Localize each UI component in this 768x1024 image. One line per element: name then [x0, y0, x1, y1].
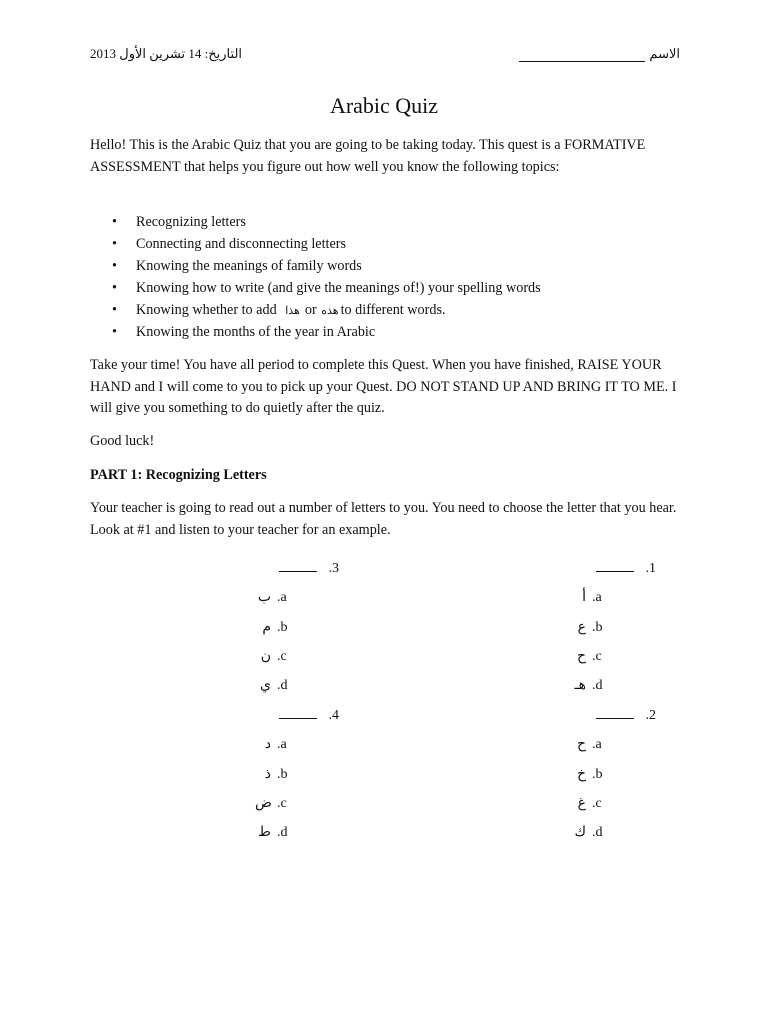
- answer-blank[interactable]: [596, 558, 634, 572]
- option-label: .b: [592, 767, 603, 782]
- topic-item: [112, 299, 541, 321]
- option-label: .c: [592, 796, 602, 811]
- question-2-option-c[interactable]: [570, 794, 602, 814]
- arabic-letter: م: [262, 620, 271, 635]
- option-label: .d: [277, 678, 288, 693]
- topic-item: • Recognizing letters: [112, 211, 541, 233]
- arabic-letter: ح: [576, 649, 586, 664]
- arabic-letter: ح: [576, 737, 586, 752]
- topic-item: • Knowing the months of the year in Arabic: [112, 321, 541, 343]
- question-number: .2: [645, 708, 656, 723]
- question-2-header: [596, 705, 656, 725]
- part1-description: Your teacher is going to read out a number of letters to you. You need to choose the letter that you hear. Look at #1 and listen to your teacher for an example.: [90, 500, 677, 538]
- topic-item: • Knowing the meanings of family words: [112, 255, 541, 277]
- question-number: .1: [645, 561, 656, 576]
- option-label: .a: [277, 737, 287, 752]
- question-4-option-d[interactable]: [255, 823, 288, 843]
- topic-text: Knowing whether to add: [136, 302, 277, 318]
- arabic-letter: خ: [576, 767, 586, 782]
- arabic-letter: ض: [255, 796, 272, 811]
- good-luck-text: Good luck!: [90, 433, 155, 449]
- question-3-option-b[interactable]: [255, 618, 288, 638]
- question-1-option-c[interactable]: [570, 647, 602, 667]
- option-label: .b: [277, 620, 288, 635]
- arabic-letter: د: [264, 737, 271, 752]
- arabic-letter: غ: [577, 796, 586, 811]
- instructions-paragraph: Take your time! You have all period to complete this Quest. When you have finished, RAISE YOUR HAND and I will come to you to pick up your Quest. DO NOT STAND UP AND BRING IT TO ME. I will give you something to do quietly after the quiz.: [90, 357, 677, 416]
- name-label: الاسم: [649, 46, 680, 61]
- option-label: .a: [277, 590, 287, 605]
- arabic-letter: ط: [258, 825, 271, 840]
- question-2-option-b[interactable]: [570, 765, 603, 785]
- name-blank[interactable]: [519, 47, 645, 62]
- header-row: [90, 46, 680, 66]
- arabic-letter: ب: [257, 590, 271, 605]
- arabic-letter: ن: [260, 649, 271, 664]
- option-label: .b: [592, 620, 603, 635]
- topics-list: [112, 211, 541, 343]
- option-label: .d: [277, 825, 288, 840]
- question-3-option-d[interactable]: [255, 676, 288, 696]
- arabic-word-hathihi: هذه: [321, 305, 339, 317]
- option-label: .b: [277, 767, 288, 782]
- arabic-letter: أ: [582, 590, 586, 605]
- question-1-option-d[interactable]: [570, 676, 603, 696]
- arabic-word-hatha: هذا: [285, 305, 300, 317]
- question-2-option-a[interactable]: [570, 735, 602, 755]
- question-4-option-c[interactable]: [255, 794, 287, 814]
- question-2-option-d[interactable]: [570, 823, 603, 843]
- option-label: .c: [277, 796, 287, 811]
- answer-blank[interactable]: [596, 705, 634, 719]
- question-3-option-c[interactable]: [255, 647, 287, 667]
- date-field: التاريخ: 14 تشرين الأول 2013: [90, 46, 243, 61]
- question-4-header: [279, 705, 339, 725]
- question-number: .3: [328, 561, 339, 576]
- topic-item: • Connecting and disconnecting letters: [112, 233, 541, 255]
- intro-paragraph: Hello! This is the Arabic Quiz that you are going to be taking today. This quest is a FORMATIVE ASSESSMENT that helps you figure out how well you know the following topics:: [90, 137, 646, 175]
- option-label: .a: [592, 590, 602, 605]
- arabic-letter: ي: [260, 678, 271, 693]
- topic-text: or: [304, 302, 317, 318]
- option-label: .c: [277, 649, 287, 664]
- answer-blank[interactable]: [279, 558, 317, 572]
- arabic-letter: ذ: [264, 767, 271, 782]
- arabic-letter: ك: [574, 825, 586, 840]
- question-4-option-a[interactable]: [255, 735, 287, 755]
- question-1-header: [596, 558, 656, 578]
- arabic-letter: ع: [577, 620, 586, 635]
- question-4-option-b[interactable]: [255, 765, 288, 785]
- option-label: .c: [592, 649, 602, 664]
- question-3-option-a[interactable]: [255, 588, 287, 608]
- question-1-option-b[interactable]: [570, 618, 603, 638]
- page-title: Arabic Quiz: [329, 93, 439, 118]
- topic-text: to different words.: [340, 302, 446, 318]
- option-label: .d: [592, 825, 603, 840]
- name-field[interactable]: [519, 46, 680, 62]
- option-label: .a: [592, 737, 602, 752]
- question-1-option-a[interactable]: [570, 588, 602, 608]
- arabic-letter: هـ: [574, 678, 586, 693]
- topic-item: • Knowing how to write (and give the meanings of!) your spelling words: [112, 277, 541, 299]
- question-number: .4: [328, 708, 339, 723]
- option-label: .d: [592, 678, 603, 693]
- part1-heading: PART 1: Recognizing Letters: [90, 467, 267, 483]
- question-3-header: [279, 558, 339, 578]
- answer-blank[interactable]: [279, 705, 317, 719]
